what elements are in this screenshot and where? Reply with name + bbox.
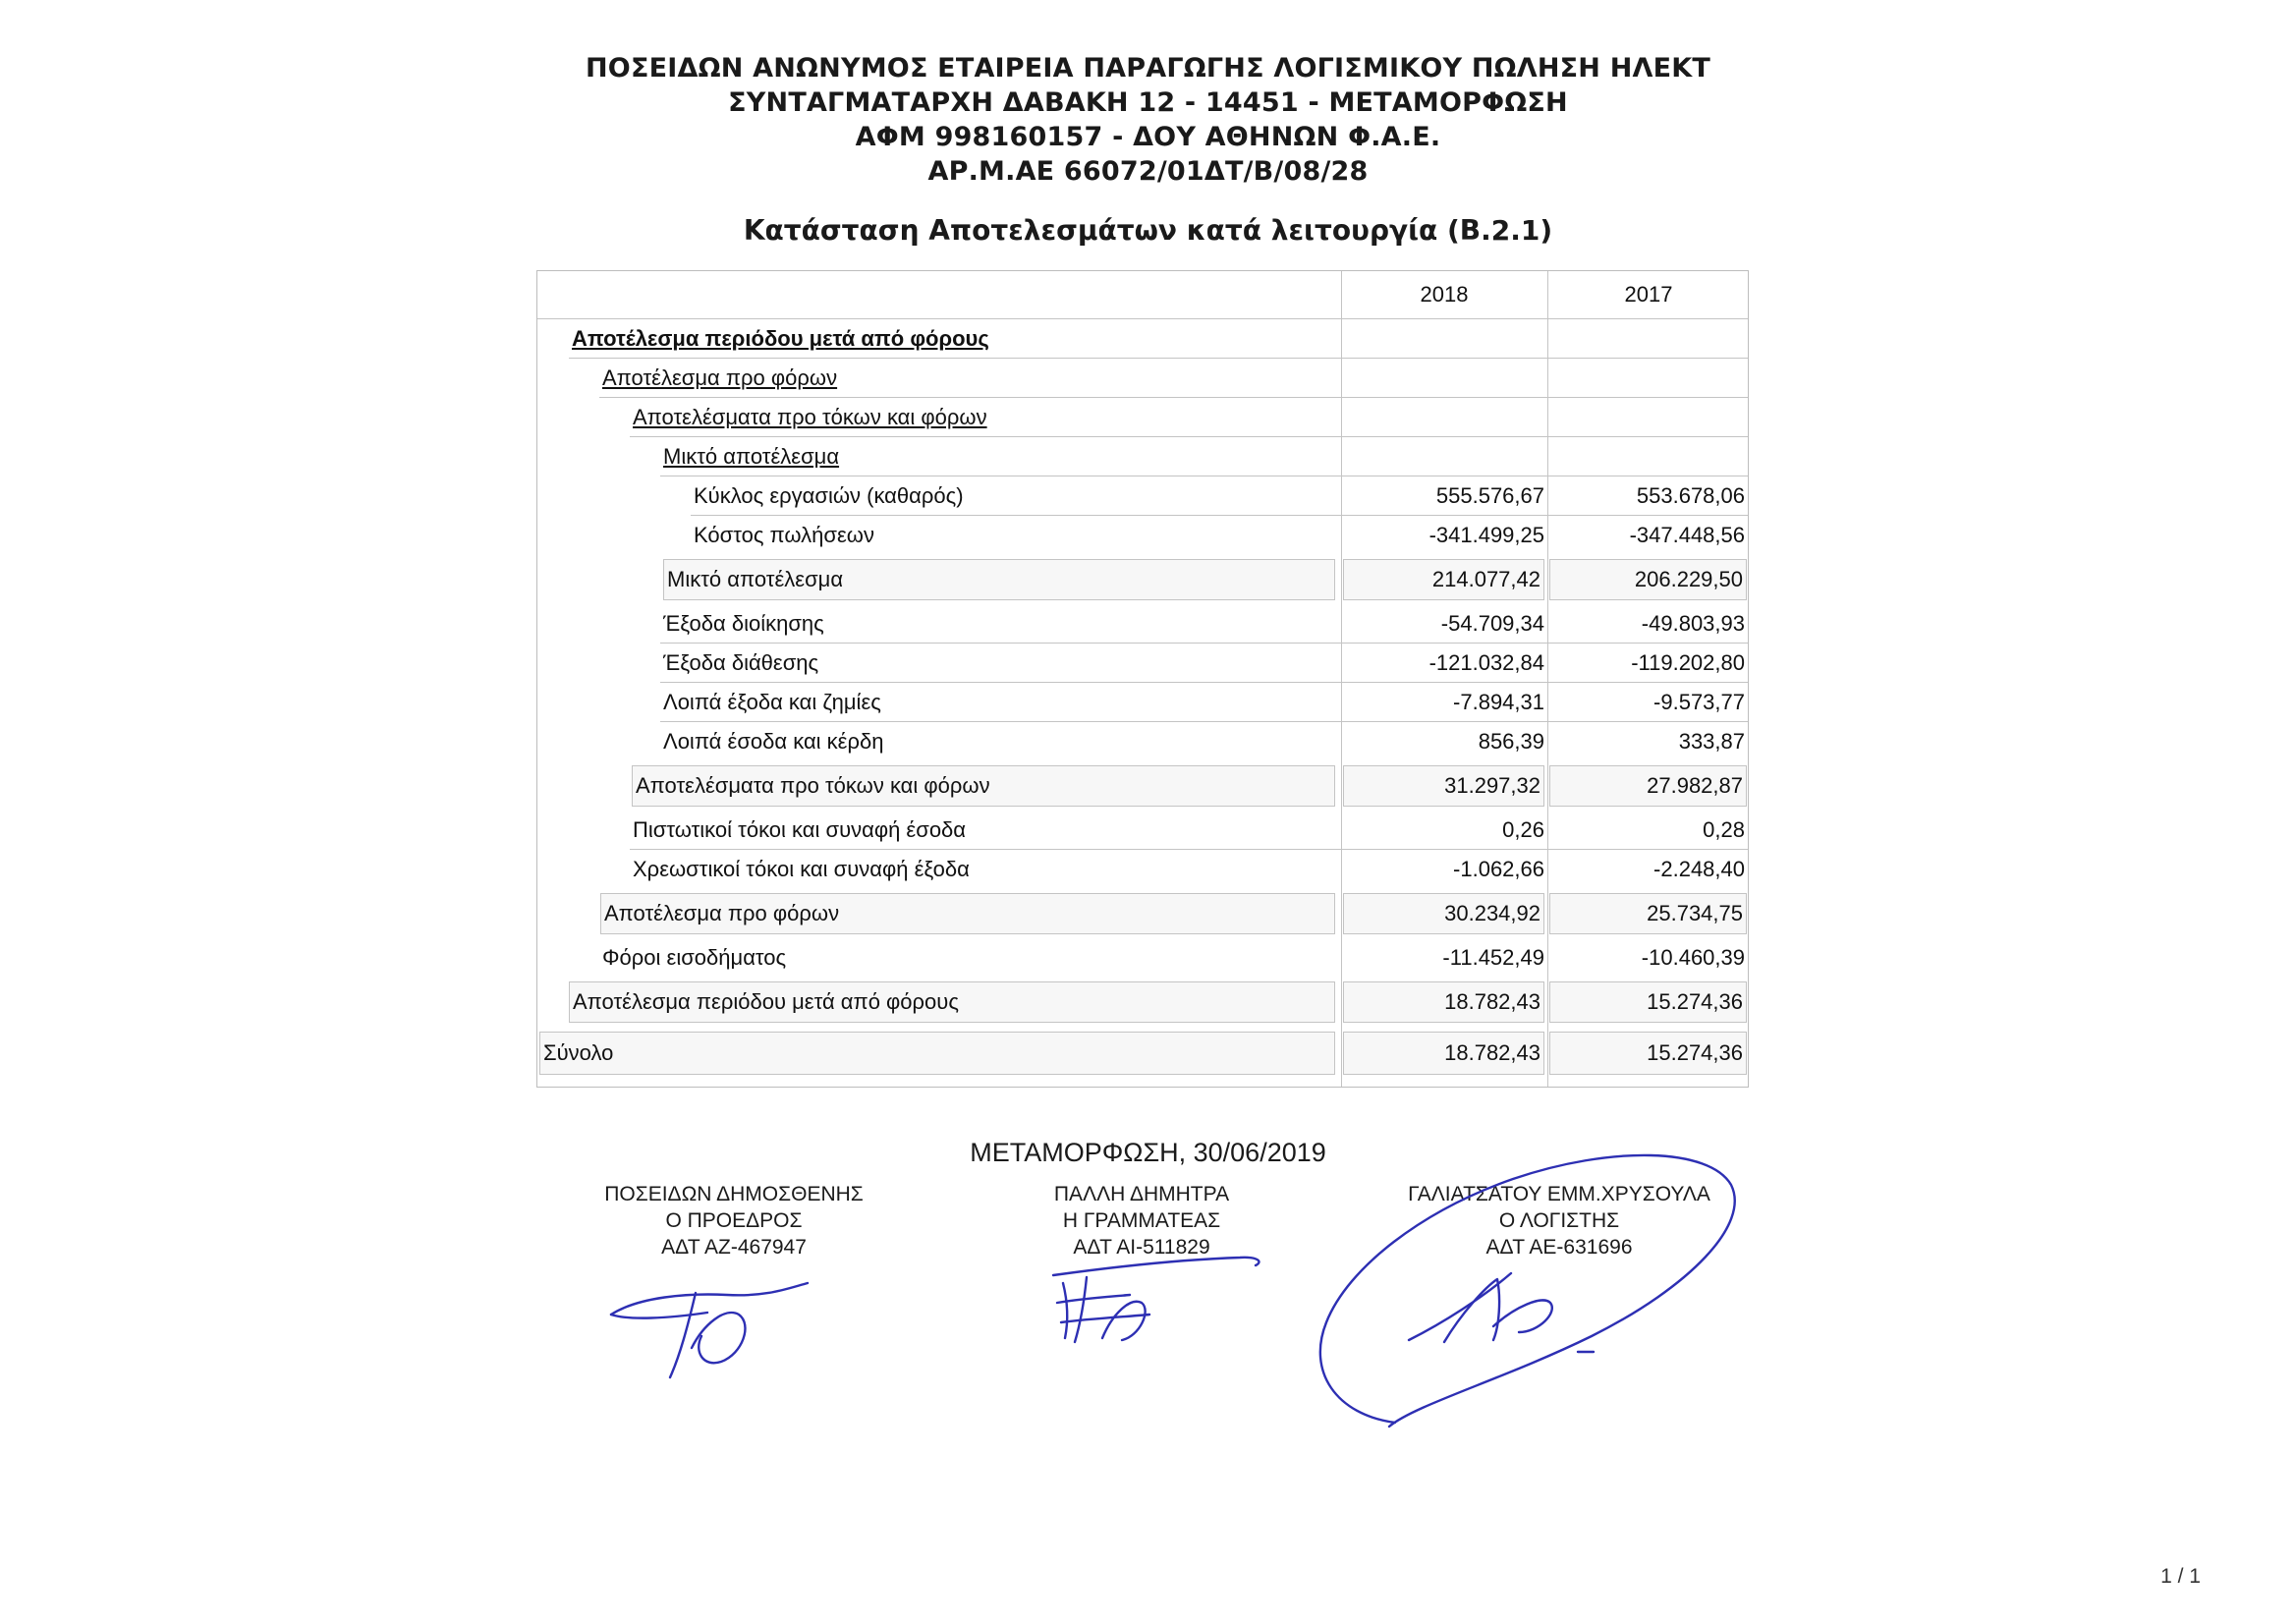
row-label: Έξοδα διάθεσης — [663, 650, 819, 675]
value-2018: 0,26 — [1502, 817, 1544, 842]
row-label: Λοιπά έξοδα και ζημίες — [663, 690, 881, 714]
value-2018: -7.894,31 — [1453, 690, 1544, 714]
subtotal-2018: 18.782,43 — [1343, 981, 1544, 1023]
company-address: ΣΥΝΤΑΓΜΑΤΑΡΧΗ ΔΑΒΑΚΗ 12 - 14451 - ΜΕΤΑΜΟΡΦΩΣΗ — [728, 87, 1568, 118]
signatory-role: Ο ΛΟΓΙΣΤΗΣ — [1498, 1209, 1620, 1232]
page-indicator: 1 / 1 — [2160, 1565, 2201, 1588]
value-2017: -2.248,40 — [1653, 857, 1745, 881]
statement-title: Κατάσταση Αποτελεσμάτων κατά λειτουργία (Β.2.1) — [743, 214, 1553, 247]
signatory-role: Η ΓΡΑΜΜΑΤΕΑΣ — [1062, 1209, 1221, 1232]
row-label: Κύκλος εργασιών (καθαρός) — [694, 483, 964, 508]
row-label: Έξοδα διοίκησης — [663, 611, 824, 636]
company-tax-id: ΑΦΜ 998160157 - ΔΟΥ ΑΘΗΝΩΝ Φ.Α.Ε. — [855, 122, 1441, 152]
value-2018: 856,39 — [1478, 729, 1544, 754]
signatory-name: ΠΑΛΛΗ ΔΗΜΗΤΡΑ — [1053, 1183, 1230, 1205]
row-label: Φόροι εισοδήματος — [602, 945, 787, 970]
row-label: Λοιπά έσοδα και κέρδη — [663, 729, 884, 754]
company-name: ΠΟΣΕΙΔΩΝ ΑΝΩΝΥΜΟΣ ΕΤΑΙΡΕΙΑ ΠΑΡΑΓΩΓΗΣ ΛΟΓΙΣΜΙΚΟΥ ΠΩΛΗΣΗ ΗΛΕΚΤ — [586, 53, 1710, 84]
total-label: Σύνολο — [539, 1032, 1335, 1075]
signatory-id: ΑΔΤ ΑΙ-511829 — [1073, 1236, 1210, 1259]
subtotal-label: Μικτό αποτέλεσμα — [663, 559, 1335, 600]
subtotal-2018: 30.234,92 — [1343, 893, 1544, 934]
subtotal-2017: 15.274,36 — [1549, 981, 1747, 1023]
total-2017: 15.274,36 — [1549, 1032, 1747, 1075]
company-registry-number: ΑΡ.Μ.ΑΕ 66072/01ΔΤ/Β/08/28 — [927, 156, 1369, 187]
subtotal-label: Αποτέλεσμα προ φόρων — [600, 893, 1335, 934]
subtotal-label: Αποτέλεσμα περιόδου μετά από φόρους — [569, 981, 1335, 1023]
value-2018: -341.499,25 — [1428, 523, 1544, 547]
signatory-name: ΠΟΣΕΙΔΩΝ ΔΗΜΟΣΘΕΝΗΣ — [604, 1183, 864, 1205]
signatory-id: ΑΔΤ ΑΕ-631696 — [1485, 1236, 1633, 1259]
subtotal-2017: 206.229,50 — [1549, 559, 1747, 600]
row-label: Κόστος πωλήσεων — [694, 523, 874, 547]
value-2018: -54.709,34 — [1440, 611, 1544, 636]
value-2017: -347.448,56 — [1629, 523, 1745, 547]
value-2017: 553.678,06 — [1636, 483, 1745, 508]
signature-president-icon — [611, 1283, 808, 1377]
place-date: ΜΕΤΑΜΟΡΦΩΣΗ, 30/06/2019 — [970, 1138, 1326, 1167]
row-label: Πιστωτικοί τόκοι και συναφή έσοδα — [633, 817, 967, 842]
value-2018: -11.452,49 — [1442, 945, 1544, 970]
subtotal-2017: 25.734,75 — [1549, 893, 1747, 934]
total-2018: 18.782,43 — [1343, 1032, 1544, 1075]
value-2017: -9.573,77 — [1653, 690, 1745, 714]
row-label: Αποτέλεσμα προ φόρων — [602, 365, 838, 390]
signatory-id: ΑΔΤ ΑΖ-467947 — [661, 1236, 807, 1259]
value-2017: -10.460,39 — [1641, 945, 1745, 970]
signature-accountant-icon — [1320, 1155, 1735, 1427]
value-2017: -119.202,80 — [1631, 650, 1745, 675]
year-header-2017: 2017 — [1624, 282, 1673, 307]
subtotal-2017: 27.982,87 — [1549, 765, 1747, 807]
value-2017: 333,87 — [1678, 729, 1745, 754]
value-2017: 0,28 — [1703, 817, 1745, 842]
year-header-2018: 2018 — [1420, 282, 1469, 307]
value-2017: -49.803,93 — [1641, 611, 1745, 636]
value-2018: 555.576,67 — [1435, 483, 1544, 508]
row-label: Αποτέλεσμα περιόδου μετά από φόρους — [572, 326, 989, 351]
row-label: Αποτελέσματα προ τόκων και φόρων — [633, 405, 987, 429]
subtotal-label: Αποτελέσματα προ τόκων και φόρων — [632, 765, 1335, 807]
value-2018: -1.062,66 — [1453, 857, 1544, 881]
signature-secretary-icon — [1053, 1258, 1259, 1342]
signatory-name: ΓΑΛΙΑΤΣΑΤΟΥ ΕΜΜ.ΧΡΥΣΟΥΛΑ — [1408, 1183, 1710, 1205]
row-label: Μικτό αποτέλεσμα — [663, 444, 840, 469]
signatory-role: Ο ΠΡΟΕΔΡΟΣ — [665, 1209, 803, 1232]
subtotal-2018: 31.297,32 — [1343, 765, 1544, 807]
row-label: Χρεωστικοί τόκοι και συναφή έξοδα — [633, 857, 970, 881]
subtotal-2018: 214.077,42 — [1343, 559, 1544, 600]
value-2018: -121.032,84 — [1428, 650, 1544, 675]
